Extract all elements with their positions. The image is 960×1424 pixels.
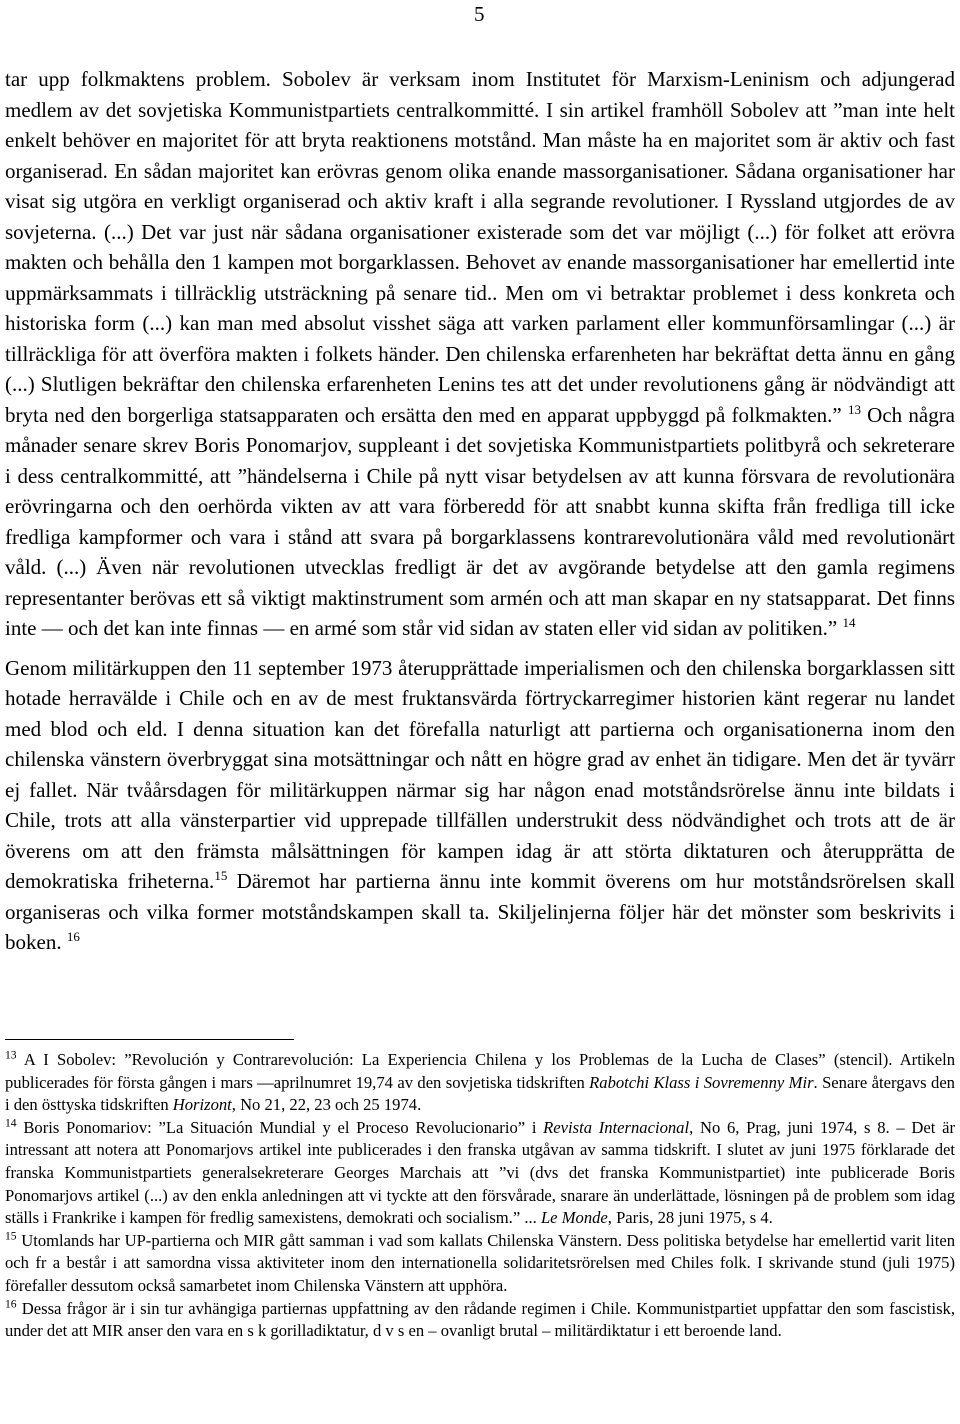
paragraph-2-text-a: Genom militärkuppen den 11 september 1973 återupprättade imperialismen och den chilenska borgarklassen sitt hotade herravälde i Chile och en av de mest fruktansvärda förtryckarregimer historien känt regerar nu landet med blod och eld. I denna situation kan det förefalla naturligt att partierna och organisationerna inom den chilenska vänstern överbryggat sina motsättningar och nått en högre grad av enhet än tidigare. Men det är tyvärr ej fallet. När tvåårsdagen för militärkuppen närmar sig har någon enad motståndsrörelse ännu inte bildats i Chile, trots att alla vänsterpartier vid upprepade tillfällen understrukit dess nödvändighet och trots att de är överens om att den främsta målsättningen för kampen idag är att störta diktaturen och återupprätta de demokratiska friheterna. [5, 655, 955, 893]
footnote-text: , Paris, 28 juni 1975, s 4. [607, 1208, 773, 1228]
footnote-italic: Rabotchi Klass i Sovremenny Mir [589, 1072, 814, 1092]
paragraph-2-text-b: Däremot har partierna ännu inte kommit överens om hur motståndsrörelsen skall organiseras och vilka former motståndskampen skall ta. Skiljelinjerna följer här det mönster som beskrivits i boken. [5, 869, 955, 954]
page-number: 5 [474, 2, 485, 26]
footnote-text: A I Sobolev: ”Revolución y Contrarevolución: La Experiencia Chilena y los Problemas de la Lucha de Clases” (stencil). Artikeln publicerades för första gången i mars —aprilnumret 19,74 av den sovjetiska tidskriften [5, 1050, 955, 1092]
footnote-ref-13: 13 [847, 401, 861, 417]
paragraph-1-text-a: tar upp folkmaktens problem. Sobolev är verksam inom Institutet för Marxism-Leninism och adjungerad medlem av det sovjetiska Kommunistpartiets centralkommitté. I sin artikel framhöll Sobolev att ”man inte helt enkelt behöver en majoritet för att bryta reaktionens motstånd. Man måste ha en majoritet som är aktiv och fast organiserad. En sådan majoritet kan erövras genom olika enande massorganisationer. Sådana organisationer har visat sig utgöra en verkligt organiserad och aktiv kraft i alla segrande revolutioner. I Ryssland utgjordes de av sovjeterna. (...) Det var just när sådana organisationer existerade som det var möjligt (...) för folket att erövra makten och behålla den 1 kampen mot borgarklassen. Behovet av enande massorganisationer har emellertid inte uppmärksammats i tillräcklig utsträckning på senare tid.. Men om vi betraktar problemet i dess konkreta och historiska form (...) kan man med absolut visshet säga att varken parlament eller kommunförsamlingar (...) är tillräckliga för att överföra makten i folkets händer. Den chilenska erfarenheten har bekräftat detta ännu en gång (...) Slutligen bekräftar den chilenska erfarenheten Lenins tes att det under revolutionens gång är nödvändigt att bryta ned den borgerliga statsapparaten och ersätta den med en apparat uppbyggd på folkmakten.” [5, 67, 955, 427]
body-text [5, 64, 955, 958]
footnote-number: 15 [5, 1229, 17, 1243]
footnote-13 [5, 1049, 955, 1117]
footnote-text: Utomlands har UP-partierna och MIR gått samman i vad som kallats Chilenska Vänstern. Dess politiska betydelse har emellertid varit liten och fr a består i att samordna vissa aktiviteter inom den internationella solidaritetsrörelsen med Chiles folk. I skrivande stund (juli 1975) förefaller dessutom också samarbetet inom Chilenska Vänstern att upphöra. [5, 1230, 955, 1295]
footnote-separator [5, 1039, 294, 1040]
footnote-16 [5, 1298, 955, 1343]
paragraph-1-text-b: Och några månader senare skrev Boris Ponomarjov, suppleant i det sovjetiska Kommunistpartiets politbyrå och sekreterare i dess centralkommitté, att ”händelserna i Chile på nytt visar betydelsen av att kunna försvara de revolutionära erövringarna och den oerhörda vikten av att vara förberedd för att snabbt kunna skifta från fredliga till icke fredliga kampformer och vara i stånd att svara på borgarklassens kontrarevolutionära våld med revolutionärt våld. (...) Även när revolutionen utvecklas fredligt är det av avgörande betydelse att den gamla regimens representanter berövas ett så viktigt maktinstrument som armén och att man skapar en ny statsapparat. Det finns inte — och det kan inte finnas — en armé som står vid sidan av staten eller vid sidan av politiken.” [5, 402, 956, 640]
footnote-ref-15: 15 [214, 868, 228, 883]
footnote-number: 14 [5, 1116, 17, 1130]
paragraph-2 [5, 653, 955, 958]
footnote-italic: Horizont [172, 1095, 232, 1115]
footnote-number: 16 [5, 1297, 17, 1310]
footnote-text: , No 21, 22, 23 och 25 1974. [231, 1095, 422, 1115]
paragraph-1 [5, 64, 955, 644]
footnote-text: Dessa frågor är i sin tur avhängiga partiernas uppfattning av den rådande regimen i Chile. Kommunistpartiet uppfattar den som fascistisk, under det att MIR anser den vara en s k gorilladiktatur, d v s en – ovanligt brutal – militärdiktatur i ett beroende land. [5, 1298, 955, 1341]
footnote-italic: Revista Internacional [543, 1117, 690, 1137]
footnote-ref-14: 14 [842, 615, 856, 630]
footnote-italic: Le Monde [540, 1208, 608, 1228]
footnotes [5, 1049, 955, 1343]
footnote-14 [5, 1117, 955, 1230]
footnote-ref-16: 16 [66, 929, 80, 944]
footnote-text: Boris Ponomariov: ”La Situación Mundial y el Proceso Revolucionario” i [16, 1117, 544, 1137]
footnote-15 [5, 1230, 955, 1298]
footnote-number: 13 [5, 1048, 17, 1062]
footnote-text: , No 6, Prag, juni 1974, s 8. – Det är intressant att notera att Ponomarjovs artikel inte publicerades i den franska utgåvan av samma tidskrift. I slutet av juni 1975 förklarade det franska Kommunistpartiets generalsekreterare Georges Marchais att ”vi (dvs det franska Kommunistpartiet) inte publicerade Boris Ponomarjovs artikel (...) av den enkla anledningen att vi tyckte att den försvårade, snarare än underlättade, lösningen på de problem som idag ställs i Frankrike i kampen för fredlig samexistens, demokrati och socialism.” ... [5, 1117, 955, 1228]
footnote-text: . Senare återgavs den i den östtyska tidskriften [5, 1072, 955, 1115]
